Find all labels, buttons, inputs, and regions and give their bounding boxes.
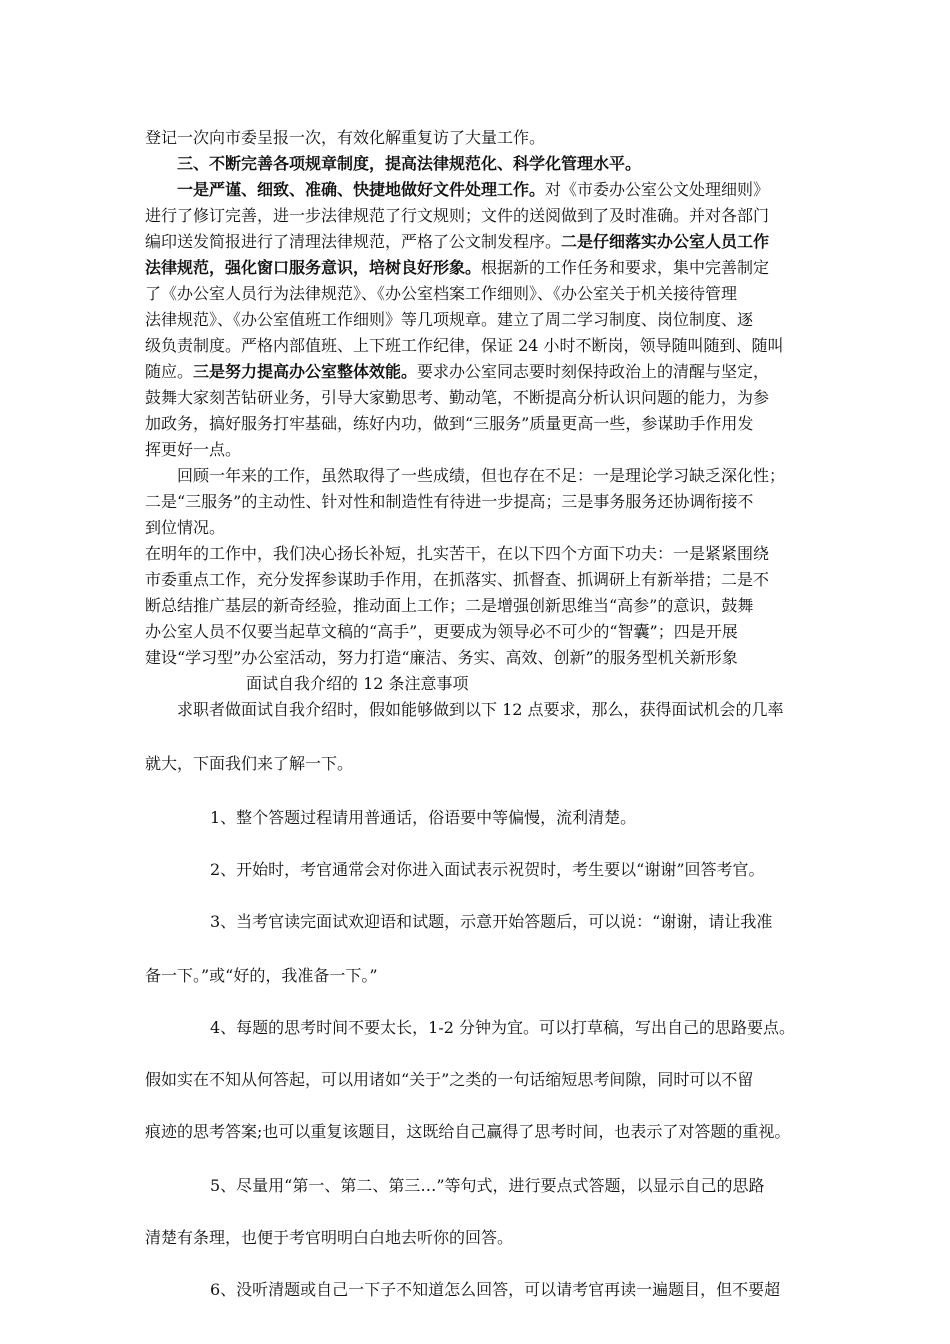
text-line: 登记一次向市委呈报一次，有效化解重复访了大量工作。 xyxy=(145,128,546,147)
text-line: 挥更好一点。 xyxy=(145,440,242,459)
text-line: 随应。三是努力提高办公室整体效能。要求办公室同志要时刻保持政治上的清醒与坚定， xyxy=(145,362,770,381)
text-line: 进行了修订完善，进一步法律规范了行文规则；文件的送阅做到了及时准确。并对各部门 xyxy=(145,206,770,225)
text-line: 市委重点工作，充分发挥参谋助手作用，在抓落实、抓督查、抓调研上有新举措；二是不 xyxy=(145,570,770,589)
list-item-continued: 清楚有条理，也便于考官明明白白地去听你的回答。 xyxy=(145,1228,514,1247)
section-heading: 三、不断完善各项规章制度，提高法律规范化、科学化管理水平。 xyxy=(177,154,642,173)
list-item-continued: 假如实在不知从何答起，可以用诸如“关于”之类的一句话缩短思考间隙，同时可以不留 xyxy=(145,1070,754,1089)
list-item: 1、整个答题过程请用普通话，俗语要中等偏慢，流利清楚。 xyxy=(210,808,637,827)
text-line: 了《办公室人员行为法律规范》、《办公室档案工作细则》、《办公室关于机关接待管理 xyxy=(145,284,738,303)
text-line: 回顾一年来的工作，虽然取得了一些成绩，但也存在不足：一是理论学习缺乏深化性； xyxy=(177,466,786,485)
list-item: 2、开始时，考官通常会对你进入面试表示祝贺时，考生要以“谢谢”回答考官。 xyxy=(210,860,765,879)
list-item-continued: 痕迹的思考答案;也可以重复该题目，这既给自己赢得了思考时间，也表示了对答题的重视。 xyxy=(145,1122,791,1141)
text-line: 法律规范，强化窗口服务意识，培树良好形象。根据新的工作任务和要求，集中完善制定 xyxy=(145,258,770,277)
text-line: 就大，下面我们来了解一下。 xyxy=(145,754,354,773)
text-line: 求职者做面试自我介绍时，假如能够做到以下 12 点要求，那么，获得面试机会的几率 xyxy=(177,700,784,719)
list-item-continued: 备一下。”或“好的，我准备一下。” xyxy=(145,966,378,985)
text-line: 级负责制度。严格内部值班、上下班工作纪律，保证 24 小时不断岗，领导随叫随到、随叫 xyxy=(145,336,784,355)
list-item: 6、没听清题或自己一下子不知道怎么回答，可以请考官再读一遍题目，但不要超 xyxy=(210,1280,781,1299)
text-line: 编印送发简报进行了清理法律规范，严格了公文制发程序。二是仔细落实办公室人员工作 xyxy=(145,232,770,251)
list-item: 4、每题的思考时间不要太长，1-2 分钟为宜。可以打草稿，写出自己的思路要点。 xyxy=(210,1018,796,1037)
text-line: 鼓舞大家刻苦钻研业务，引导大家勤思考、勤动笔，不断提高分析认识问题的能力，为参 xyxy=(145,388,770,407)
text-line: 加政务，搞好服务打牢基础，练好内功，做到“三服务”质量更高一些，参谋助手作用发 xyxy=(145,414,754,433)
text-line: 法律规范》、《办公室值班工作细则》等几项规章。建立了周二学习制度、岗位制度、逐 xyxy=(145,310,754,329)
list-item: 5、尽量用“第一、第二、第三…”等句式，进行要点式答题，以显示自己的思路 xyxy=(210,1176,765,1195)
list-item: 3、当考官读完面试欢迎语和试题，示意开始答题后，可以说：“谢谢，请让我准 xyxy=(210,912,773,931)
text-line: 断总结推广基层的新奇经验，推动面上工作；二是增强创新思维当“高参”的意识，鼓舞 xyxy=(145,596,754,615)
text-line: 办公室人员不仅要当起草文稿的“高手”，更要成为领导必不可少的“智囊”；四是开展 xyxy=(145,622,738,641)
article-title: 面试自我介绍的 12 条注意事项 xyxy=(246,674,469,693)
text-line: 建设“学习型”办公室活动，努力打造“廉洁、务实、高效、创新”的服务型机关新形象 xyxy=(145,648,738,667)
text-line: 二是“三服务”的主动性、针对性和制造性有待进一步提高；三是事务服务还协调衔接不 xyxy=(145,492,754,511)
text-line: 在明年的工作中，我们决心扬长补短，扎实苦干，在以下四个方面下功夫：一是紧紧围绕 xyxy=(145,544,770,563)
text-line: 一是严谨、细致、准确、快捷地做好文件处理工作。对《市委办公室公文处理细则》 xyxy=(177,180,770,199)
text-line: 到位情况。 xyxy=(145,518,226,537)
